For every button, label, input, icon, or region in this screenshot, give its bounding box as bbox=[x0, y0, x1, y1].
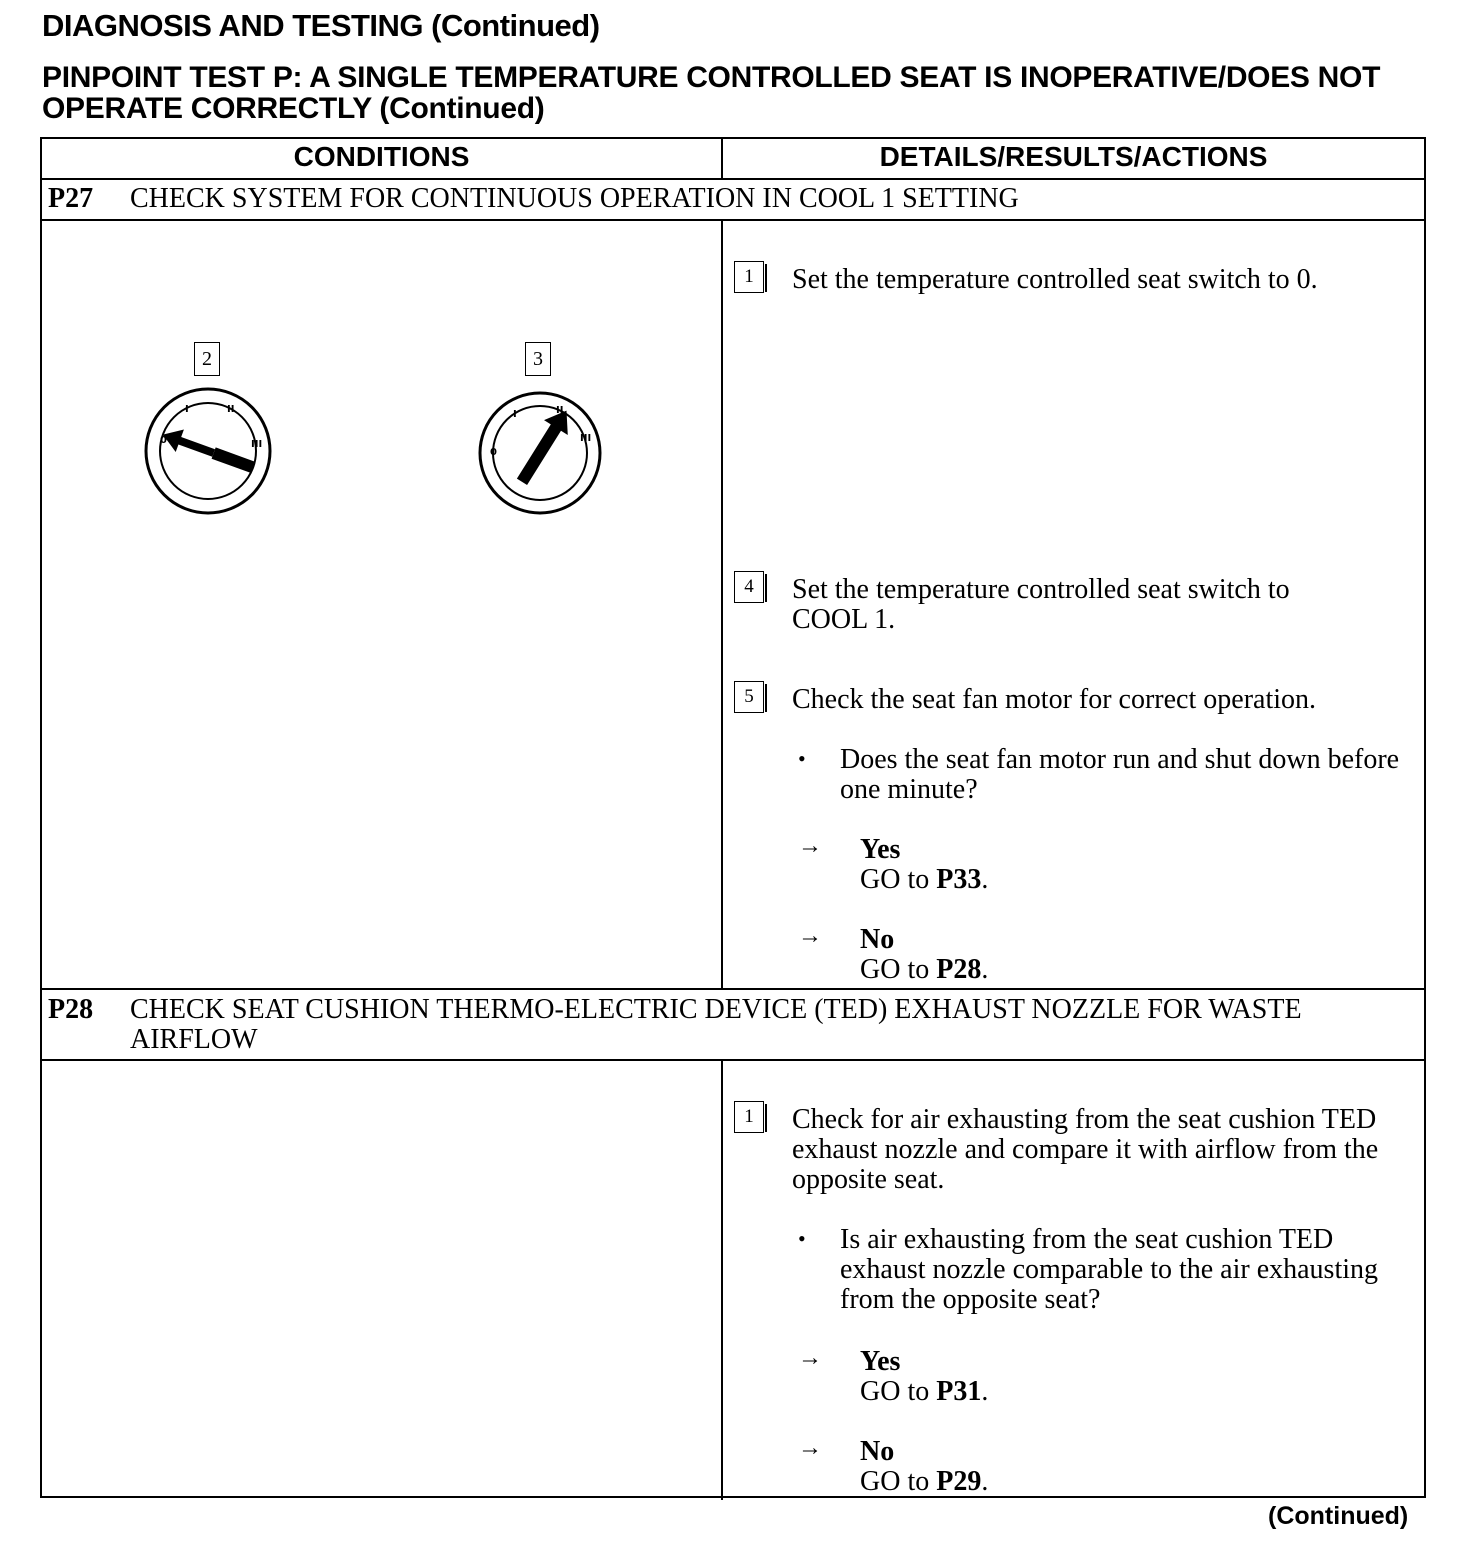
p28-yes-result bbox=[860, 1347, 988, 1407]
p28-no-target[interactable]: P29 bbox=[936, 1466, 982, 1497]
dial-pointer-off bbox=[159, 423, 257, 478]
p28-no-prefix: GO to bbox=[860, 1466, 930, 1497]
p27-yes-target[interactable]: P33 bbox=[936, 864, 982, 895]
p28-no-result bbox=[860, 1437, 988, 1497]
p28-yes-arrow-icon: → bbox=[798, 1345, 822, 1371]
p27-no-result bbox=[860, 925, 988, 985]
p28-yes-target[interactable]: P31 bbox=[936, 1376, 982, 1407]
dial-label-0: 0 bbox=[160, 435, 167, 446]
p27-yes-result bbox=[860, 835, 988, 895]
p27-step-1-box: 1 bbox=[734, 261, 764, 293]
p28-title-row bbox=[48, 995, 1330, 1055]
p27-step-4-box: 4 bbox=[734, 571, 764, 603]
p27-yes-suffix: . bbox=[981, 864, 989, 895]
p27-title-divider bbox=[42, 219, 1424, 221]
callout-2: 2 bbox=[194, 342, 220, 376]
p27-yes-prefix: GO to bbox=[860, 864, 930, 895]
switch-dial-cool-illustration bbox=[476, 389, 604, 517]
p28-no-arrow-icon: → bbox=[798, 1435, 822, 1461]
details-heading: DETAILS/RESULTS/ACTIONS bbox=[879, 141, 1268, 172]
p27-no-label: No bbox=[860, 924, 895, 955]
callout-3: 3 bbox=[525, 342, 551, 376]
p28-question-bullet: • bbox=[798, 1226, 806, 1251]
dial-label-0: 0 bbox=[490, 447, 497, 458]
pinpoint-test-title: PINPOINT TEST P: A SINGLE TEMPERATURE CONTROLLED SEAT IS INOPERATIVE/DOES NOT OPERATE CORRECTLY (Continued) bbox=[42, 61, 1381, 125]
p27-column-divider bbox=[721, 219, 723, 988]
dial-label-1: I bbox=[513, 409, 517, 420]
switch-dial-off-illustration bbox=[142, 385, 274, 517]
p27-no-prefix: GO to bbox=[860, 954, 930, 985]
dial-label-2: II bbox=[556, 405, 564, 416]
p27-title-row bbox=[48, 184, 1330, 214]
p27-question-bullet: • bbox=[798, 746, 806, 771]
conditions-heading: CONDITIONS bbox=[293, 141, 470, 172]
p27-yes-arrow-icon: → bbox=[798, 833, 822, 859]
p28-title: CHECK SEAT CUSHION THERMO-ELECTRIC DEVICE (TED) EXHAUST NOZZLE FOR WASTE AIRFLOW bbox=[130, 994, 1302, 1055]
p27-no-suffix: . bbox=[981, 954, 989, 985]
p27-title: CHECK SYSTEM FOR CONTINUOUS OPERATION IN COOL 1 SETTING bbox=[130, 183, 1019, 214]
p28-column-divider bbox=[721, 1059, 723, 1500]
p27-no-target[interactable]: P28 bbox=[936, 954, 982, 985]
p28-title-divider bbox=[42, 1059, 1424, 1061]
p27-no-arrow-icon: → bbox=[798, 923, 822, 949]
p27-step-5-text: Check the seat fan motor for correct operation. bbox=[792, 684, 1317, 715]
dial-label-3: III bbox=[251, 439, 263, 450]
p28-no-label: No bbox=[860, 1436, 895, 1467]
p28-yes-prefix: GO to bbox=[860, 1376, 930, 1407]
dial-label-2: II bbox=[227, 404, 235, 415]
p27-yes-label: Yes bbox=[860, 834, 901, 865]
p27-step-4-text: Set the temperature controlled seat switch to COOL 1. bbox=[792, 574, 1290, 635]
p27-step-5-box: 5 bbox=[734, 681, 764, 713]
p28-step-1-box: 1 bbox=[734, 1101, 764, 1133]
header-row-divider bbox=[42, 178, 1424, 180]
p28-code: P28 bbox=[48, 994, 94, 1025]
test-table bbox=[40, 137, 1426, 1498]
p28-yes-suffix: . bbox=[981, 1376, 989, 1407]
page-title: DIAGNOSIS AND TESTING (Continued) bbox=[42, 8, 600, 43]
p28-yes-label: Yes bbox=[860, 1346, 901, 1377]
p28-no-suffix: . bbox=[981, 1466, 989, 1497]
p27-question: Does the seat fan motor run and shut down before one minute? bbox=[840, 744, 1400, 805]
p27-bottom-divider bbox=[42, 988, 1424, 990]
p27-step-1-text: Set the temperature controlled seat switch to 0. bbox=[792, 264, 1318, 295]
p27-code: P27 bbox=[48, 183, 94, 214]
continued-footer: (Continued) bbox=[1268, 1502, 1409, 1530]
dial-label-3: III bbox=[580, 433, 592, 444]
dial-label-1: I bbox=[185, 404, 189, 415]
p28-question: Is air exhausting from the seat cushion TED exhaust nozzle comparable to the air exhausting from the opposite seat? bbox=[840, 1224, 1379, 1315]
p28-step-1-text: Check for air exhausting from the seat cushion TED exhaust nozzle and compare it with airflow from the opposite seat. bbox=[792, 1104, 1379, 1195]
